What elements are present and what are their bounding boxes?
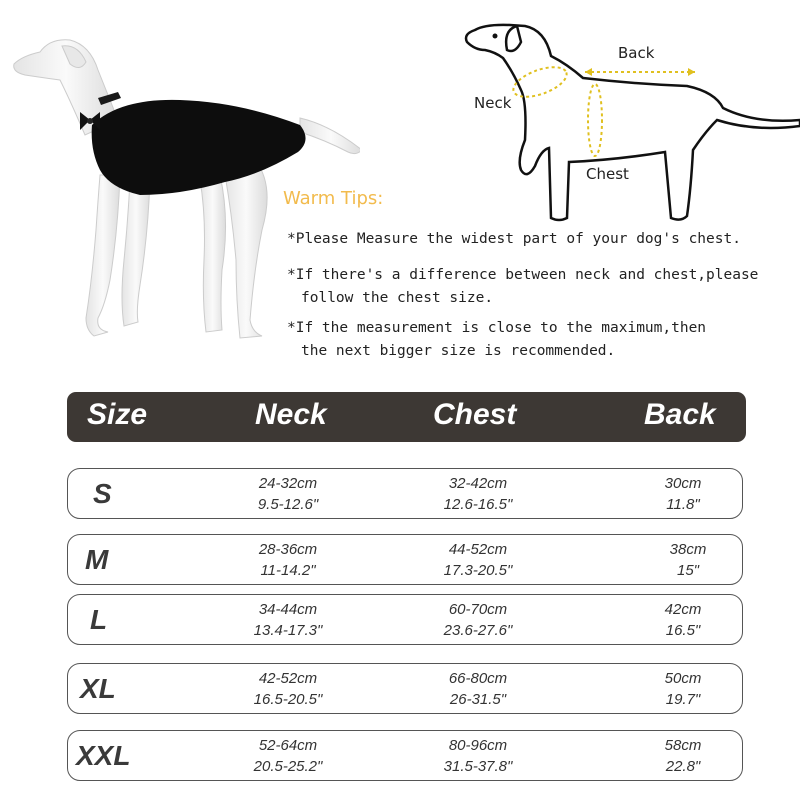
chest-cm: 32-42cm bbox=[448, 475, 508, 492]
back-cm: 38cm bbox=[669, 541, 707, 558]
size-table-header bbox=[67, 392, 746, 442]
neck-cell bbox=[228, 735, 348, 777]
chest-in: 12.6-16.5" bbox=[443, 496, 513, 513]
tip-3-cont: the next bigger size is recommended. bbox=[301, 343, 616, 359]
neck-cm: 28-36cm bbox=[258, 541, 318, 558]
back-label: Back bbox=[618, 44, 655, 62]
back-cm: 58cm bbox=[664, 737, 702, 754]
neck-cell bbox=[228, 668, 348, 710]
size-label: XL bbox=[80, 673, 116, 704]
table-row bbox=[67, 534, 743, 585]
table-row bbox=[67, 468, 743, 519]
chest-cm: 44-52cm bbox=[448, 541, 508, 558]
tip-2: *If there's a difference between neck and chest,please bbox=[287, 267, 759, 283]
back-cell bbox=[643, 668, 723, 710]
back-cm: 30cm bbox=[664, 475, 702, 492]
header-size: Size bbox=[87, 398, 148, 431]
back-cm: 50cm bbox=[664, 670, 702, 687]
tip-2-cont: follow the chest size. bbox=[301, 290, 494, 306]
neck-label: Neck bbox=[474, 94, 512, 112]
header-neck: Neck bbox=[255, 398, 327, 431]
neck-in: 11-14.2" bbox=[260, 562, 316, 579]
neck-cm: 24-32cm bbox=[258, 475, 318, 492]
chest-cell bbox=[418, 539, 538, 581]
chest-in: 31.5-37.8" bbox=[443, 758, 513, 775]
table-row bbox=[67, 730, 743, 781]
neck-cm: 34-44cm bbox=[258, 601, 318, 618]
size-label: S bbox=[93, 478, 112, 509]
warm-tips-title: Warm Tips: bbox=[283, 188, 384, 209]
neck-in: 13.4-17.3" bbox=[253, 622, 323, 639]
neck-cm: 42-52cm bbox=[258, 670, 318, 687]
size-label: M bbox=[85, 544, 109, 575]
back-in: 15" bbox=[676, 562, 699, 579]
back-cell bbox=[643, 735, 723, 777]
measurement-diagram bbox=[455, 20, 800, 235]
back-cell bbox=[643, 599, 723, 641]
table-row bbox=[67, 663, 743, 714]
chest-cell bbox=[418, 735, 538, 777]
neck-cell bbox=[228, 539, 348, 581]
back-cell bbox=[648, 539, 728, 581]
chest-cell bbox=[418, 473, 538, 515]
table-row bbox=[67, 594, 743, 645]
neck-in: 16.5-20.5" bbox=[253, 691, 323, 708]
size-label: L bbox=[90, 604, 108, 635]
neck-cell bbox=[228, 473, 348, 515]
size-label: XXL bbox=[76, 740, 131, 771]
chest-in: 26-31.5" bbox=[449, 691, 507, 708]
chest-cm: 66-80cm bbox=[448, 670, 508, 687]
back-in: 19.7" bbox=[665, 691, 701, 708]
chest-cm: 80-96cm bbox=[448, 737, 508, 754]
tip-1: *Please Measure the widest part of your dog's chest. bbox=[287, 231, 741, 247]
back-in: 11.8" bbox=[666, 496, 700, 513]
chest-in: 17.3-20.5" bbox=[443, 562, 513, 579]
chest-cell bbox=[418, 599, 538, 641]
neck-cm: 52-64cm bbox=[258, 737, 318, 754]
chest-cell bbox=[418, 668, 538, 710]
chest-label: Chest bbox=[586, 165, 629, 183]
back-in: 22.8" bbox=[665, 758, 701, 775]
header-chest: Chest bbox=[433, 398, 517, 431]
back-in: 16.5" bbox=[665, 622, 701, 639]
tip-3: *If the measurement is close to the maximum,then bbox=[287, 320, 707, 336]
neck-in: 20.5-25.2" bbox=[253, 758, 323, 775]
neck-in: 9.5-12.6" bbox=[257, 496, 319, 513]
back-cm: 42cm bbox=[664, 601, 702, 618]
header-back: Back bbox=[644, 398, 716, 431]
back-cell bbox=[643, 473, 723, 515]
chest-in: 23.6-27.6" bbox=[443, 622, 513, 639]
neck-cell bbox=[228, 599, 348, 641]
chest-cm: 60-70cm bbox=[448, 601, 508, 618]
